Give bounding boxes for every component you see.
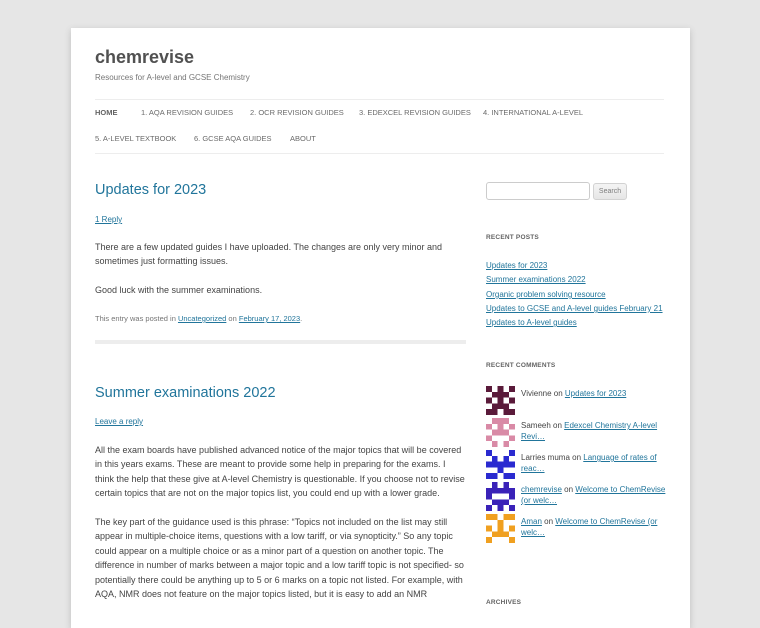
- leave-reply-link[interactable]: Leave a reply: [95, 417, 144, 426]
- avatar: [486, 450, 515, 479]
- nav-item-home[interactable]: HOME: [95, 108, 118, 117]
- category-link[interactable]: Uncategorized: [177, 314, 227, 323]
- nav-item-edexcel-revision-guides[interactable]: 3. EDEXCEL REVISION GUIDES: [359, 108, 471, 117]
- recent-comment: [486, 418, 666, 448]
- avatar: [486, 514, 515, 543]
- site-title[interactable]: chemrevise: [95, 47, 195, 67]
- comment-author-link[interactable]: Aman: [521, 517, 542, 526]
- comment-author: Sameeh: [521, 421, 551, 430]
- comment-post-link[interactable]: Updates for 2023: [564, 389, 627, 398]
- meta-on: on: [226, 314, 239, 323]
- recent-post-link[interactable]: Summer examinations 2022: [486, 275, 586, 284]
- comment-post-link[interactable]: Language of rates of reac…: [521, 453, 657, 473]
- recent-comment: [486, 386, 666, 416]
- avatar: [486, 386, 515, 415]
- reply-link[interactable]: 1 Reply: [95, 215, 123, 224]
- nav-item-aqa-revision-guides[interactable]: 1. AQA REVISION GUIDES: [141, 108, 234, 117]
- nav-item-ocr-revision-guides[interactable]: 2. OCR REVISION GUIDES: [250, 108, 344, 117]
- comment-on: on: [561, 485, 576, 494]
- comment-post-link[interactable]: Welcome to ChemRevise (or welc…: [521, 485, 666, 505]
- post-title[interactable]: Updates for 2023: [95, 182, 207, 198]
- nav-item-gcse-aqa-guides[interactable]: 6. GCSE AQA GUIDES: [194, 134, 272, 143]
- recent-post-link[interactable]: Updates to A-level guides: [486, 318, 577, 327]
- search-button[interactable]: Search: [593, 183, 627, 200]
- site-description: Resources for A-level and GCSE Chemistry: [95, 73, 250, 82]
- comment-post-link[interactable]: Welcome to ChemRevise (or welc…: [521, 517, 658, 537]
- comment-author: Vivienne: [521, 389, 552, 398]
- post-paragraph: There are a few updated guides I have uploaded. The changes are only very minor and sometimes just formatting issues.: [95, 242, 443, 267]
- recent-post-link[interactable]: Updates to GCSE and A-level guides February 21: [486, 304, 663, 313]
- comment-on: on: [569, 453, 584, 462]
- meta-end: .: [300, 314, 303, 323]
- avatar: [486, 482, 515, 511]
- comment-on: on: [551, 389, 565, 398]
- recent-comment: [486, 514, 666, 544]
- comment-on: on: [541, 517, 556, 526]
- recent-comments-title: RECENT COMMENTS: [486, 362, 556, 369]
- post-paragraph: The key part of the guidance used is this phrase: “Topics not included on the list may still appear in multiple-choice items, questions with a low tariff, or via synopticity.” So any topic could appear on a multiple choice or as a minor part of a question on another topic. The difference in number of marks between a major topic and a low tariff topic is not specified- so potentially there could be anything up to 5 or 6 marks on a topic not listed. For example, with AQA, NMR does not feature on the major topics listed, but it is easy to add an NMR: [95, 517, 464, 600]
- comment-author-link[interactable]: chemrevise: [521, 485, 562, 494]
- recent-comment: [486, 482, 666, 512]
- main-navigation: [95, 99, 664, 154]
- recent-comment: [486, 450, 666, 480]
- date-link[interactable]: February 17, 2023: [238, 314, 301, 323]
- post-paragraph: Good luck with the summer examinations.: [95, 285, 263, 295]
- nav-item-about[interactable]: ABOUT: [290, 134, 316, 143]
- recent-post-link[interactable]: Updates for 2023: [486, 261, 548, 270]
- search-input[interactable]: [486, 182, 590, 200]
- entry-meta: [95, 314, 302, 323]
- comment-post-link[interactable]: Edexcel Chemistry A-level Revi…: [521, 421, 658, 441]
- recent-posts-title: RECENT POSTS: [486, 234, 539, 241]
- nav-item-a-level-textbook[interactable]: 5. A-LEVEL TEXTBOOK: [95, 134, 177, 143]
- recent-post-link[interactable]: Organic problem solving resource: [486, 290, 606, 299]
- comment-author: Larries muma: [521, 453, 570, 462]
- page-container: [71, 28, 690, 628]
- meta-prefix: This entry was posted in: [95, 314, 178, 323]
- post-separator: [95, 340, 466, 344]
- nav-item-international-a-level[interactable]: 4. INTERNATIONAL A-LEVEL: [483, 108, 584, 117]
- archives-title: ARCHIVES: [486, 599, 522, 606]
- avatar: [486, 418, 515, 447]
- post-paragraph: All the exam boards have published advanced notice of the major topics that will be covered in this years exams. These are meant to provide some help in preparing for the exams. I think the help that these give at A-level Chemistry is questionable. If you choose not to revise certain topics that are not on the major topics list, you could end up with a lower grade.: [95, 445, 465, 499]
- comment-on: on: [550, 421, 565, 430]
- post-title[interactable]: Summer examinations 2022: [95, 385, 276, 401]
